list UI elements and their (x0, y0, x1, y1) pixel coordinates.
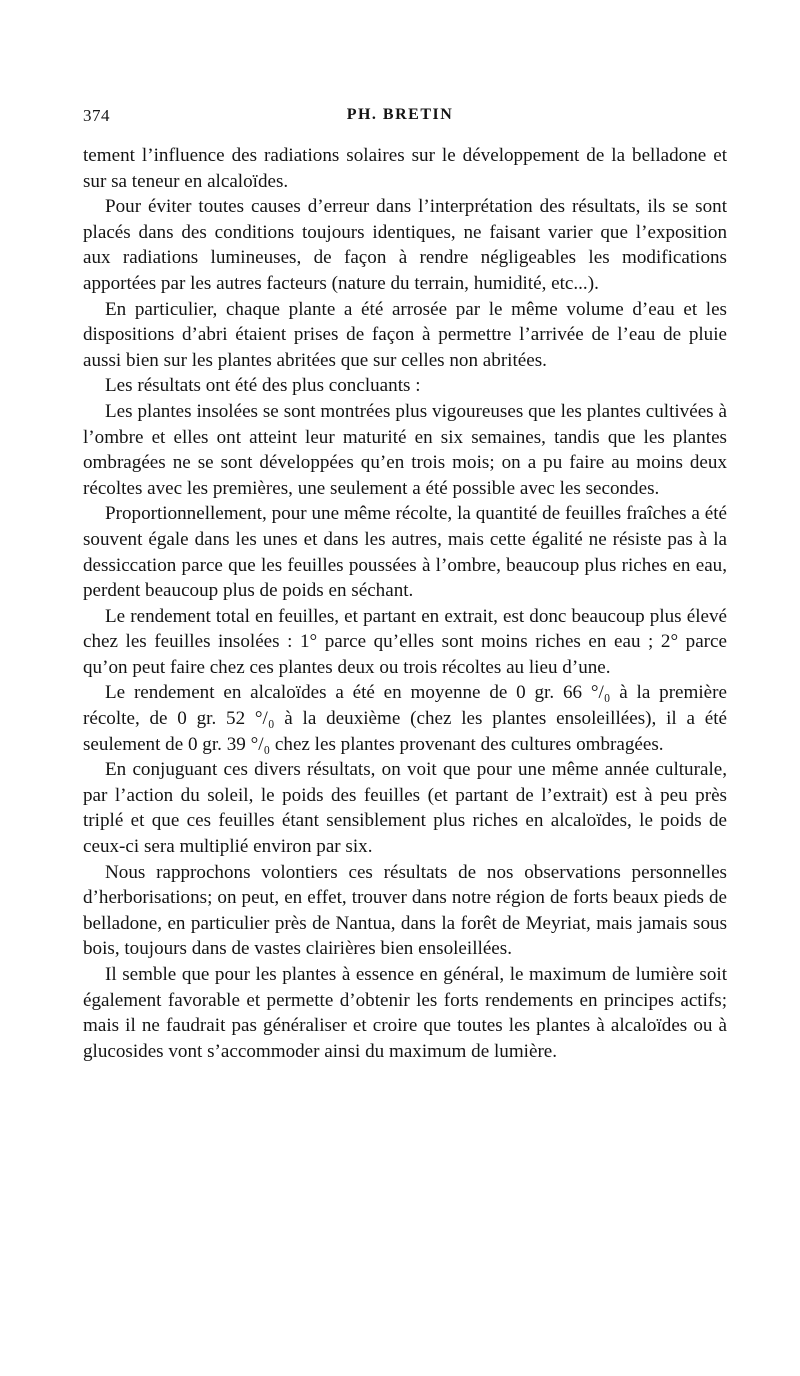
body-text (83, 143, 727, 1064)
paragraph: Proportionnellement, pour une même récolte, la quantité de feuilles fraîches a été souvent égale dans les unes et dans les autres, mais cette égalité ne résiste pas à la dessiccation parce que les feuilles poussées à l’ombre, beaucoup plus riches en eau, perdent beaucoup plus de poids en séchant. (83, 503, 727, 602)
paragraph: Le rendement en alcaloïdes a été en moyenne de 0 gr. 66 °/₀ à la première récolte, de 0 gr. 52 °/₀ à la deuxième (chez les plantes ensoleillées), il a été seulement de 0 gr. 39 °/₀ chez les plantes provenant des cultures ombragées. (83, 682, 727, 755)
paragraph: Les résultats ont été des plus concluants : (105, 375, 421, 397)
paragraph: En conjuguant ces divers résultats, on voit que pour une même année culturale, par l’action du soleil, le poids des feuilles (et partant de l’extrait) est à peu près triplé et que ces feuilles étant sensiblement plus riches en alcaloïdes, le poids de ceux-ci sera multiplié environ par six. (83, 759, 727, 858)
paragraph: Nous rapprochons volontiers ces résultats de nos observations personnelles d’herborisations; on peut, en effet, trouver dans notre région de forts beaux pieds de belladone, en particulier près de Nantua, dans la forêt de Meyriat, mais jamais sous bois, toujours dans de vastes clairières bien ensoleillées. (83, 861, 727, 960)
paragraph: Le rendement total en feuilles, et partant en extrait, est donc beaucoup plus élevé chez les feuilles insolées : 1° parce qu’elles sont moins riches en eau ; 2° parce qu’on peut faire chez ces plantes deux ou trois récoltes au lieu d’une. (83, 605, 727, 678)
paragraph: En particulier, chaque plante a été arrosée par le même volume d’eau et les dispositions d’abri étaient prises de façon à permettre l’arrivée de l’eau de pluie aussi bien sur les plantes abritées que sur celles non abritées. (83, 298, 727, 371)
paragraph: tement l’influence des radiations solaires sur le développement de la belladone et sur sa teneur en alcaloïdes. (83, 145, 727, 192)
running-head: PH. BRETIN (346, 106, 454, 123)
page-header (83, 106, 717, 132)
paragraph: Pour éviter toutes causes d’erreur dans l’interprétation des résultats, ils se sont placés dans des conditions toujours identiques, ne faisant varier que l’exposition aux radiations lumineuses, de façon à rendre négligeables les modifications apportées par les autres facteurs (nature du terrain, humidité, etc...). (83, 196, 727, 294)
paragraph: Les plantes insolées se sont montrées plus vigoureuses que les plantes cultivées à l’ombre et elles ont atteint leur maturité en six semaines, tandis que les plantes ombragées ne se sont développées qu’en trois mois; on a pu faire au moins deux récoltes avec les premières, une seulement a été possible avec les secondes. (83, 400, 727, 499)
page-number: 374 (83, 106, 110, 125)
paragraph: Il semble que pour les plantes à essence en général, le maximum de lumière soit également favorable et permette d’obtenir les forts rendements en principes actifs; mais il ne faudrait pas généraliser et croire que toutes les plantes à alcaloïdes ou à glucosides vont s’accommoder ainsi du maximum de lumière. (83, 964, 727, 1062)
